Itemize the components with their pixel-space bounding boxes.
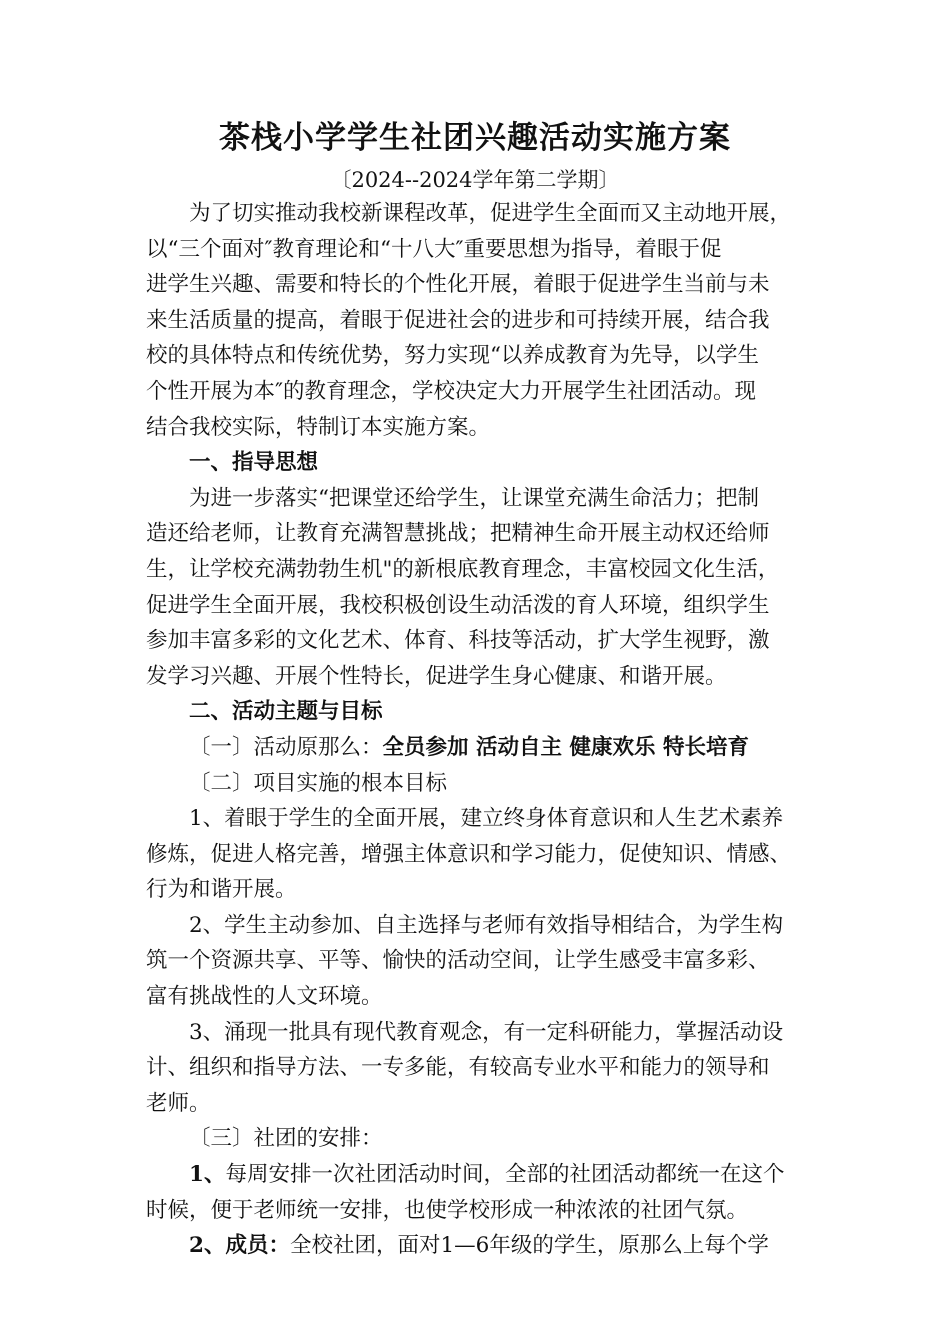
arrange1-label: 1、 bbox=[189, 1162, 226, 1188]
arrange2-label: 2、成员： bbox=[189, 1233, 290, 1259]
section-heading: 一、指导思想 bbox=[189, 450, 319, 476]
arrange1-text: 每周安排一次社团活动时间，全部的社团活动都统一在这个 bbox=[225, 1162, 785, 1188]
document-title: 茶栈小学学生社团兴趣活动实施方案 bbox=[219, 120, 731, 156]
goal3-line: 3、涌现一批具有现代教育观念，有一定科研能力，掌握活动设 bbox=[189, 1019, 784, 1045]
principle-label: 〔一〕活动原那么： bbox=[189, 734, 383, 760]
document-body bbox=[146, 196, 814, 1264]
section1-line: 为进一步落实“把课堂还给学生，让课堂充满生命活力；把制 bbox=[189, 485, 759, 511]
arrange1-line: 时候，便于老师统一安排，也使学校形成一种浓浓的社团气氛。 bbox=[146, 1197, 749, 1223]
intro-line: 来生活质量的提高，着眼于促进社会的进步和可持续开展，结合我 bbox=[146, 307, 770, 333]
principle-line bbox=[146, 730, 814, 766]
goal2-line: 2、学生主动参加、自主选择与老师有效指导相结合，为学生构 bbox=[189, 912, 784, 938]
arrange2-line bbox=[146, 1228, 814, 1264]
principle-value: 全员参加 活动自主 健康欢乐 特长培育 bbox=[382, 734, 749, 760]
section1-line: 生，让学校充满勃勃生机"的新根底教育理念，丰富校园文化生活， bbox=[146, 556, 780, 582]
goal1-line: 1、着眼于学生的全面开展，建立终身体育意识和人生艺术素养 bbox=[189, 806, 784, 832]
goal3-line: 老师。 bbox=[146, 1090, 211, 1116]
goal-heading: 〔二〕项目实施的根本目标 bbox=[189, 770, 448, 796]
intro-line: 结合我校实际，特制订本实施方案。 bbox=[146, 414, 491, 440]
intro-line: 校的具体特点和传统优势，努力实现“以养成教育为先导，以学生 bbox=[146, 343, 759, 369]
intro-line: 为了切实推动我校新课程改革，促进学生全面而又主动地开展， bbox=[189, 201, 792, 226]
intro-line: 以“三个面对″教育理论和“十八大″重要思想为指导，着眼于促 bbox=[146, 236, 722, 262]
arrange-heading: 〔三〕社团的安排： bbox=[189, 1126, 383, 1152]
goal1-line: 行为和谐开展。 bbox=[146, 877, 297, 903]
intro-line: 进学生兴趣、需要和特长的个性化开展，着眼于促进学生当前与未 bbox=[146, 272, 770, 298]
document-subtitle: 〔2024--2024学年第二学期〕 bbox=[330, 168, 620, 192]
goal2-line: 筑一个资源共享、平等、愉快的活动空间，让学生感受丰富多彩、 bbox=[146, 948, 770, 974]
section-heading: 二、活动主题与目标 bbox=[189, 699, 383, 725]
section1-line: 造还给老师，让教育充满智慧挑战；把精神生命开展主动权还给师 bbox=[146, 521, 770, 547]
goal2-line: 富有挑战性的人文环境。 bbox=[146, 984, 383, 1010]
section1-line: 发学习兴趣、开展个性特长，促进学生身心健康、和谐开展。 bbox=[146, 663, 727, 689]
arrange1-line bbox=[146, 1157, 814, 1193]
section1-line: 参加丰富多彩的文化艺术、体育、科技等活动，扩大学生视野，激 bbox=[146, 628, 770, 654]
section1-line: 促进学生全面开展，我校积极创设生动活泼的育人环境，组织学生 bbox=[146, 592, 770, 618]
arrange2-text: 全校社团，面对1—6年级的学生，原那么上每个学 bbox=[289, 1233, 769, 1259]
goal1-line: 修炼，促进人格完善，增强主体意识和学习能力，促使知识、情感、 bbox=[146, 841, 792, 867]
goal3-line: 计、组织和指导方法、一专多能，有较高专业水平和能力的领导和 bbox=[146, 1055, 770, 1081]
intro-line: 个性开展为本″的教育理念，学校决定大力开展学生社团活动。现 bbox=[146, 378, 757, 404]
